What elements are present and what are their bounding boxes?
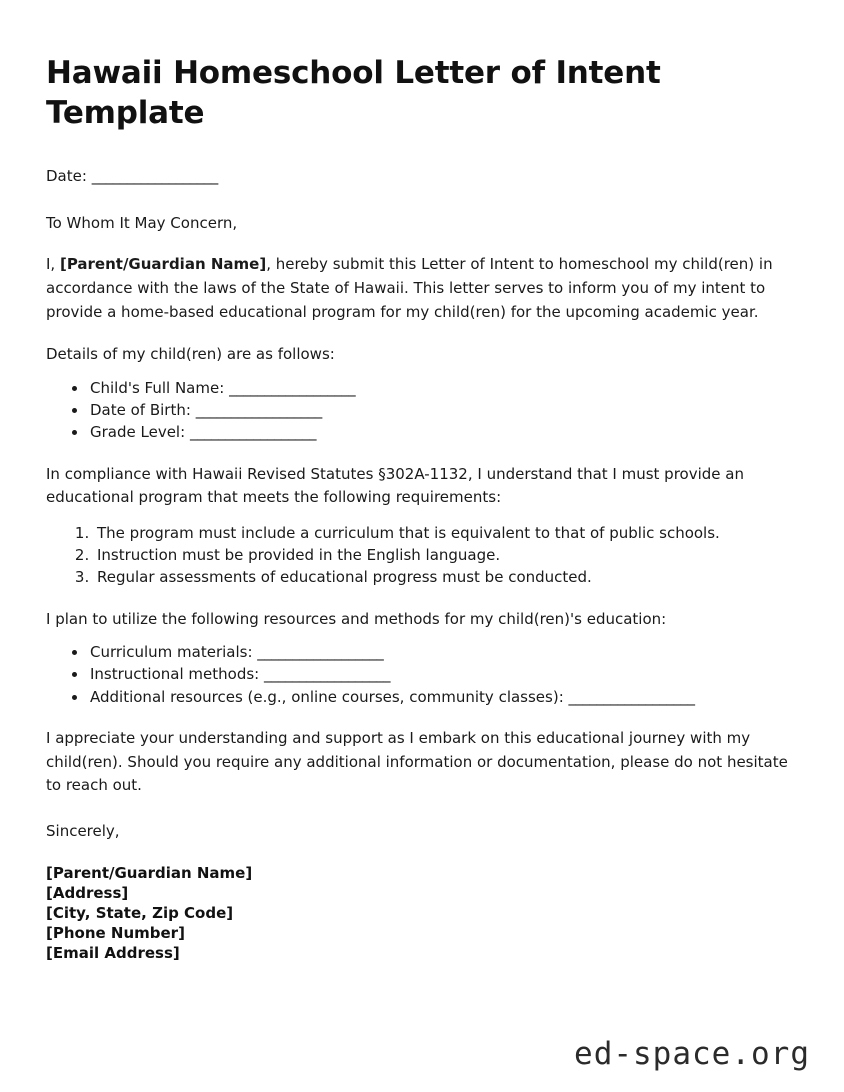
intro-parent-name-placeholder: [Parent/Guardian Name] (59, 255, 267, 274)
page-title: Hawaii Homeschool Letter of Intent Template (46, 55, 661, 131)
intro-paragraph (46, 253, 794, 324)
signature-parent-name: [Parent/Guardian Name] (46, 864, 253, 883)
resources-heading: I plan to utilize the following resources and methods for my child(ren)'s education: (46, 609, 667, 628)
compliance-paragraph: In compliance with Hawaii Revised Statutes §302A-1132, I understand that I must provide an educational program that meets the following requirements: (46, 464, 744, 507)
instructional-methods-label: Instructional methods: (90, 665, 260, 684)
signature-address: [Address] (46, 884, 129, 903)
signature-block (46, 864, 798, 963)
appreciation-paragraph: I appreciate your understanding and support as I embark on this educational journey with my child(ren). Should you require any additional information or documentation, please do not hesitate to reach out. (46, 728, 788, 795)
child-grade-blank[interactable]: __________________ (189, 423, 316, 442)
child-dob-label: Date of Birth: (90, 401, 191, 420)
closing-line: Sincerely, (46, 821, 120, 840)
list-item (88, 663, 798, 685)
date-blank[interactable]: __________________ (91, 167, 218, 186)
signature-phone: [Phone Number] (46, 923, 185, 942)
resources-list (46, 641, 798, 708)
intro-after: , hereby submit this Letter of Intent to homeschool my child(ren) in accordance with the laws of the State of Hawaii. This letter serves to inform you of my intent to provide a home-based educational program for my child(ren) for the upcoming academic year. (46, 255, 773, 321)
list-item (88, 641, 798, 663)
list-item: 2. Instruction must be provided in the English language. (94, 544, 798, 566)
signature-city-state-zip: [City, State, Zip Code] (46, 904, 234, 922)
salutation: To Whom It May Concern, (46, 213, 238, 232)
child-details-heading: Details of my child(ren) are as follows: (46, 345, 335, 364)
site-watermark: ed-space.org (574, 1036, 810, 1072)
curriculum-materials-blank[interactable]: __________________ (257, 643, 384, 662)
child-name-blank[interactable]: __________________ (229, 379, 356, 398)
list-item: 1. The program must include a curriculum that is equivalent to that of public schools. (94, 522, 798, 544)
curriculum-materials-label: Curriculum materials: (90, 643, 253, 662)
date-field-line (46, 165, 798, 188)
list-item: 3. Regular assessments of educational progress must be conducted. (94, 566, 798, 588)
child-grade-label: Grade Level: (90, 423, 186, 442)
additional-resources-label: Additional resources (e.g., online courses, community classes): (90, 687, 564, 706)
list-item (88, 377, 798, 399)
list-item (88, 399, 798, 421)
child-dob-blank[interactable]: __________________ (195, 401, 322, 420)
additional-resources-blank[interactable]: __________________ (568, 687, 695, 706)
list-item (88, 421, 798, 443)
instructional-methods-blank[interactable]: __________________ (264, 665, 390, 684)
requirements-list (46, 522, 798, 589)
date-label: Date: (46, 167, 87, 186)
intro-before: I, (46, 255, 60, 274)
child-name-label: Child's Full Name: (90, 379, 225, 398)
list-item (88, 686, 798, 708)
signature-email: [Email Address] (46, 943, 180, 962)
child-details-list (46, 377, 798, 444)
